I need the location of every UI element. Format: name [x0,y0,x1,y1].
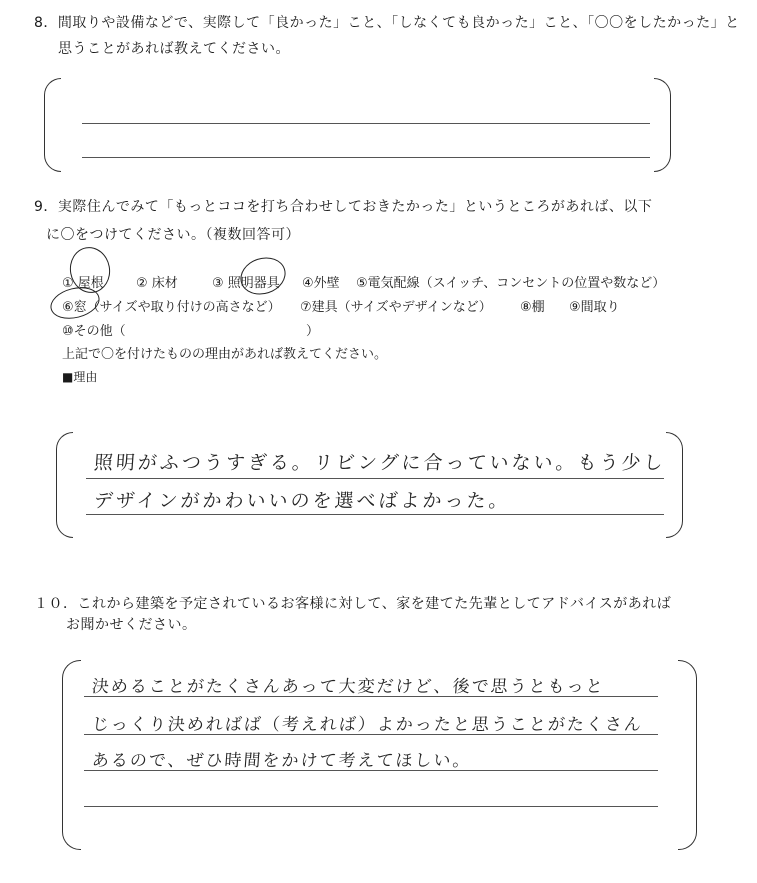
q8-answer-bracket-left [44,78,61,172]
q9-answer-line-1 [86,478,664,479]
reason-prompt: 上記で〇を付けたものの理由があれば教えてください。 [62,347,388,362]
q10-answer-text-line1: 決めることがたくさんあって大変だけど、後で思うともっと [91,677,606,697]
option-shelf[interactable]: ⑧棚 [520,300,545,315]
q10-answer-text-line2: じっくり決めればば（考えれば）よかったと思うことがたくさん [91,715,644,735]
q9-answer-line-2 [86,514,664,515]
option-fittings[interactable]: ⑦建具（サイズやデザインなど） [300,300,492,315]
q10-answer-bracket-left [62,660,81,850]
q10-text-line2: お聞かせください。 [66,617,197,633]
option-other-close: ） [306,324,320,339]
option-lighting[interactable]: ③ 照明器具 [212,276,280,291]
q10-text-line1: １０．これから建築を予定されているお客様に対して、家を建てた先輩としてアドバイスがあれば [34,596,672,612]
q8-answer-line-1 [82,123,650,124]
q9-answer-text-line2: デザインがかわいいのを選べばよかった。 [93,490,512,512]
option-window[interactable]: ⑥窓（サイズや取り付けの高さなど） [62,300,281,315]
q9-answer-bracket-right [666,432,683,538]
option-exterior-wall[interactable]: ④外壁 [302,276,340,291]
q8-text-line2: 思うことがあれば教えてください。 [58,41,290,57]
q10-answer-line-4 [84,806,658,807]
q9-text-line2: に〇をつけてください。（複数回答可） [46,227,300,243]
q9-answer-bracket-left [56,432,73,538]
q10-answer-text-line3: あるので、ぜひ時間をかけて考えてほしい。 [91,751,473,771]
reason-label: ■理由 [62,370,98,384]
q8-text-line1: 8．間取りや設備などで、実際して「良かった」こと、「しなくても良かった」こと、「〇〇をしたかった」と [34,15,740,31]
option-flooring[interactable]: ② 床材 [136,276,178,291]
q10-answer-bracket-right [678,660,697,850]
option-wiring[interactable]: ⑤電気配線（スイッチ、コンセントの位置や数など） [356,276,666,291]
q9-answer-text-line1: 照明がふつうすぎる。リビングに合っていない。もう少し [93,452,667,474]
q9-text-line1: 9．実際住んでみて「もっとココを打ち合わせしておきたかった」というところがあれば、以下 [34,199,653,215]
option-other[interactable]: ⑩その他（ [62,324,126,339]
q8-answer-line-2 [82,157,650,158]
selection-circle-lighting [236,252,291,300]
q8-answer-bracket-right [654,78,671,172]
option-floor-plan[interactable]: ⑨間取り [569,300,620,315]
option-roof[interactable]: ① 屋根 [62,276,104,291]
